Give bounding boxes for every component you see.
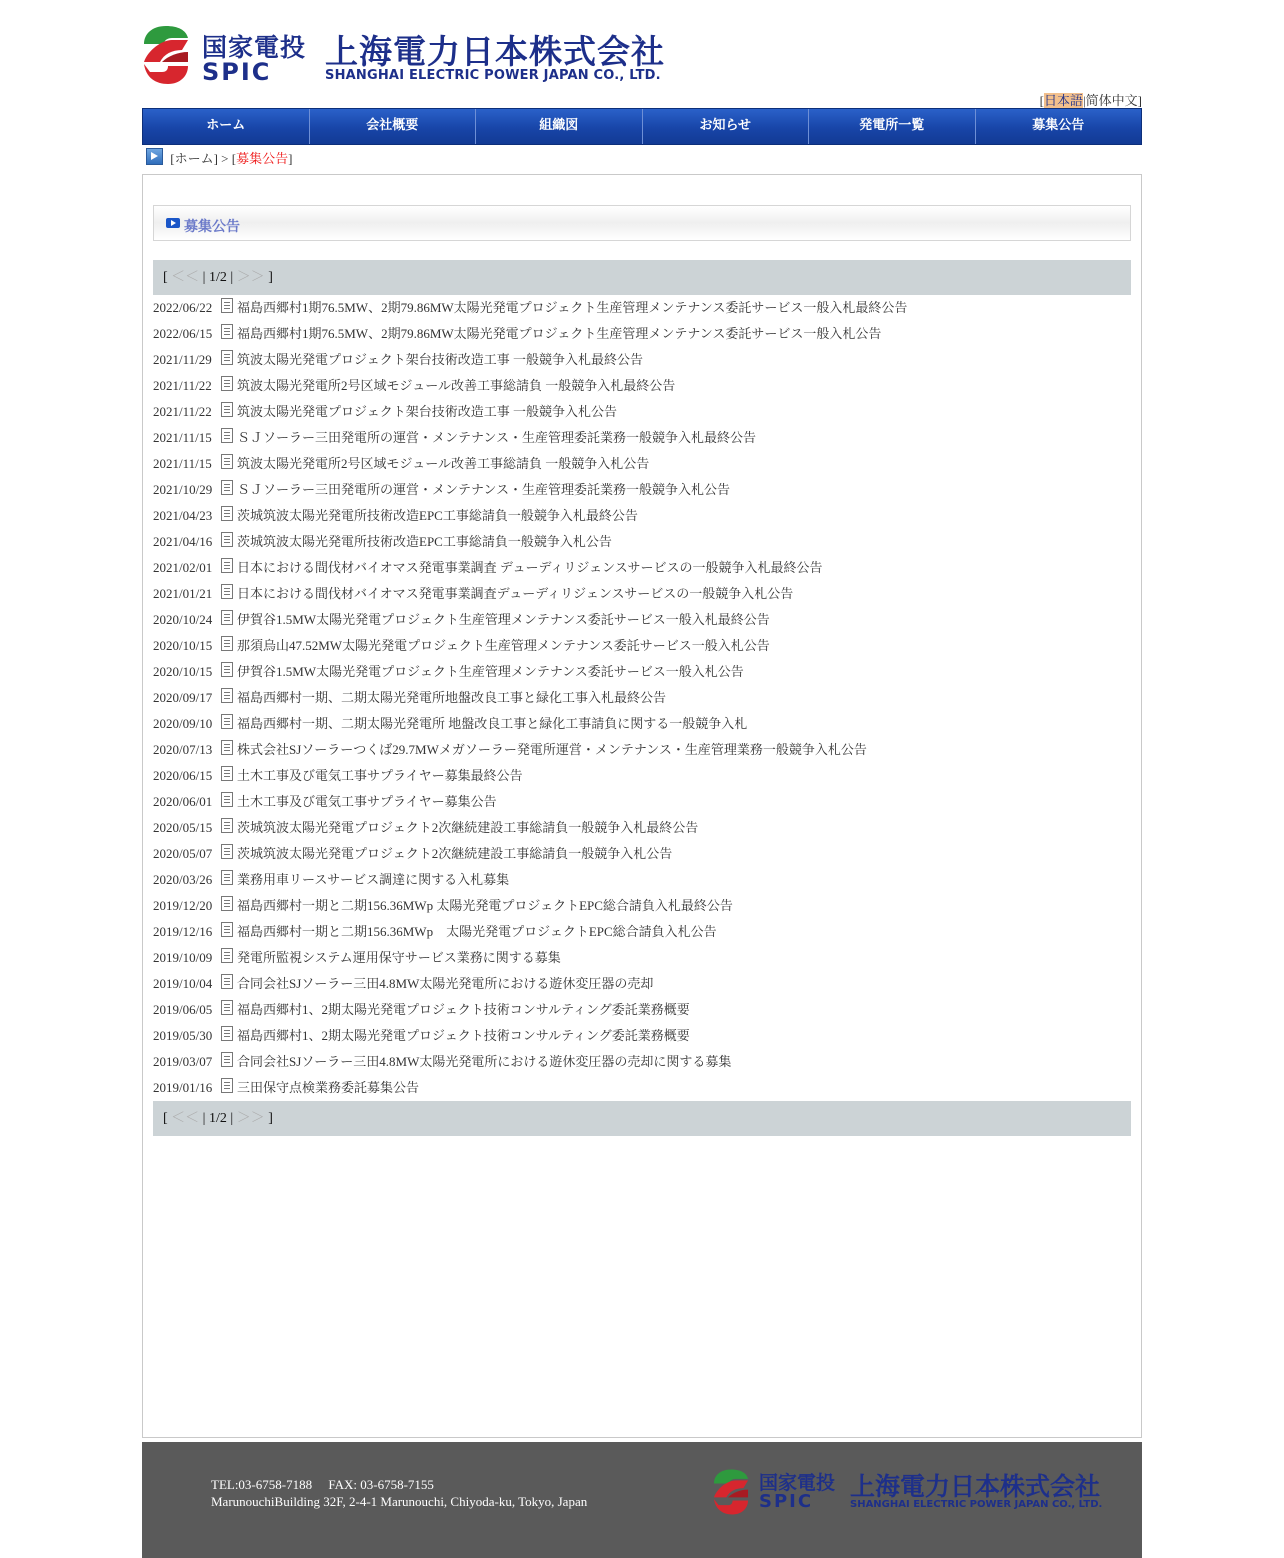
list-item xyxy=(153,451,1131,477)
breadcrumb-bracket-open: [ xyxy=(231,151,237,166)
item-title-link[interactable]: 福島西郷村1期76.5MW、2期79.86MW太陽光発電プロジェクト生産管理メンテナンス委託サービス一般入札公告 xyxy=(237,326,882,341)
item-title-link[interactable]: 福島西郷村一期、二期太陽光発電所地盤改良工事と緑化工事入札最終公告 xyxy=(237,690,667,705)
list-item xyxy=(153,893,1131,919)
footer xyxy=(142,1442,1142,1558)
item-date: 2019/03/07 xyxy=(153,1054,213,1069)
footer-logo xyxy=(712,1466,1114,1516)
pager-page: 1/2 xyxy=(208,270,227,285)
list-item xyxy=(153,919,1131,945)
document-icon xyxy=(221,532,233,547)
item-date: 2021/11/29 xyxy=(153,352,212,367)
footer-phone-fax: TEL:03-6758-7188 FAX: 03-6758-7155 xyxy=(211,1477,434,1492)
document-icon xyxy=(221,688,233,703)
breadcrumb-separator: > xyxy=(217,151,232,166)
arrow-right-icon xyxy=(146,148,163,165)
item-title-link[interactable]: 福島西郷村1、2期太陽光発電プロジェクト技術コンサルティング委託業務概要 xyxy=(237,1002,690,1017)
lang-chinese-link[interactable]: 简体中文 xyxy=(1085,93,1138,108)
item-title-link[interactable]: 筑波太陽光発電所2号区域モジュール改善工事総請負 一般競争入札公告 xyxy=(237,456,650,471)
item-date: 2019/12/16 xyxy=(153,924,213,939)
section-header xyxy=(153,205,1131,241)
list-item xyxy=(153,711,1131,737)
list-item xyxy=(153,581,1131,607)
document-icon xyxy=(221,922,233,937)
item-date: 2019/12/20 xyxy=(153,898,213,913)
pager-separator: | xyxy=(226,270,237,285)
document-icon xyxy=(221,1000,233,1015)
logo-company-jp: 上海電力日本株式会社 xyxy=(325,32,665,71)
list-item xyxy=(153,737,1131,763)
item-title-link[interactable]: 茨城筑波太陽光発電所技術改造EPC工事総請負一般競争入札公告 xyxy=(237,534,612,549)
document-icon xyxy=(221,480,233,495)
item-title-link[interactable]: 株式会社SJソーラーつくば29.7MWメガソーラー発電所運営・メンテナンス・生産管理業務一般競争入札公告 xyxy=(237,742,867,757)
item-title-link[interactable]: 伊賀谷1.5MW太陽光発電プロジェクト生産管理メンテナンス委託サービス一般入札公告 xyxy=(237,664,744,679)
pager-next[interactable]: ＞＞ xyxy=(236,1111,265,1126)
document-icon xyxy=(221,428,233,443)
item-title-link[interactable]: 業務用車リースサービス調達に関する入札募集 xyxy=(237,872,510,887)
list-item xyxy=(153,529,1131,555)
item-date: 2022/06/22 xyxy=(153,300,213,315)
pager-prev[interactable]: ＜＜ xyxy=(171,1111,200,1126)
document-icon xyxy=(221,324,233,339)
logo-group-en: SPIC xyxy=(202,58,272,86)
item-date: 2019/10/04 xyxy=(153,976,213,991)
item-title-link[interactable]: 筑波太陽光発電プロジェクト架台技術改造工事 一般競争入札公告 xyxy=(237,404,617,419)
item-title-link[interactable]: 合同会社SJソーラー三田4.8MW太陽光発電所における遊休変圧器の売却 xyxy=(237,976,654,991)
lang-bracket-open: [ xyxy=(1039,93,1045,108)
document-icon xyxy=(221,870,233,885)
document-icon xyxy=(221,740,233,755)
company-logo[interactable] xyxy=(142,22,678,90)
item-title-link[interactable]: 合同会社SJソーラー三田4.8MW太陽光発電所における遊休変圧器の売却に関する募集 xyxy=(237,1054,732,1069)
item-date: 2020/10/15 xyxy=(153,638,213,653)
document-icon xyxy=(221,454,233,469)
pager-page: 1/2 xyxy=(208,1111,227,1126)
nav-item-power-plants[interactable]: 発電所一覧 xyxy=(809,109,976,144)
pager-bracket-open: [ xyxy=(163,270,172,285)
spic-logo-mark-icon xyxy=(712,1468,750,1516)
document-icon xyxy=(221,506,233,521)
header xyxy=(142,0,1142,108)
item-title-link[interactable]: 那須烏山47.52MW太陽光発電プロジェクト生産管理メンテナンス委託サービス一般入札公告 xyxy=(237,638,770,653)
document-icon xyxy=(221,1052,233,1067)
list-item xyxy=(153,295,1131,321)
item-date: 2020/03/26 xyxy=(153,872,213,887)
item-title-link[interactable]: 日本における間伐材バイオマス発電事業調査デューディリジェンスサービスの一般競争入札公告 xyxy=(237,586,794,601)
spic-logo-mark-icon xyxy=(142,24,190,86)
item-title-link[interactable]: 土木工事及び電気工事サプライヤー募集最終公告 xyxy=(237,768,523,783)
item-date: 2021/04/16 xyxy=(153,534,213,549)
document-icon xyxy=(221,558,233,573)
pager-top xyxy=(153,260,1131,295)
document-icon xyxy=(221,636,233,651)
item-date: 2021/02/01 xyxy=(153,560,213,575)
item-date: 2020/05/07 xyxy=(153,846,213,861)
list-item xyxy=(153,607,1131,633)
item-title-link[interactable]: 福島西郷村一期と二期156.36MWp 太陽光発電プロジェクトEPC総合請負入札公告 xyxy=(237,924,717,939)
document-icon xyxy=(221,1078,233,1093)
footer-logo-company-en: SHANGHAI ELECTRIC POWER JAPAN CO., LTD. xyxy=(850,1499,1103,1510)
document-icon xyxy=(221,662,233,677)
nav-item-organization[interactable]: 組織図 xyxy=(476,109,643,144)
item-date: 2020/05/15 xyxy=(153,820,213,835)
document-icon xyxy=(221,584,233,599)
item-date: 2021/11/15 xyxy=(153,456,212,471)
pager-prev[interactable]: ＜＜ xyxy=(171,270,200,285)
list-item xyxy=(153,425,1131,451)
document-icon xyxy=(221,844,233,859)
content-box xyxy=(142,174,1142,1438)
list-item xyxy=(153,997,1131,1023)
list-item xyxy=(153,841,1131,867)
list-item xyxy=(153,347,1131,373)
pager-bracket-open: [ xyxy=(163,1111,172,1126)
breadcrumb-bracket-close: ] xyxy=(288,151,293,166)
item-title-link[interactable]: 伊賀谷1.5MW太陽光発電プロジェクト生産管理メンテナンス委託サービス一般入札最終公告 xyxy=(237,612,770,627)
pager-bracket-close: ] xyxy=(264,270,273,285)
list-item xyxy=(153,659,1131,685)
breadcrumb xyxy=(146,148,292,166)
pager-separator: | xyxy=(199,270,209,285)
item-title-link[interactable]: 茨城筑波太陽光発電プロジェクト2次継続建設工事総請負一般競争入札公告 xyxy=(237,846,673,861)
list-item xyxy=(153,945,1131,971)
document-icon xyxy=(221,714,233,729)
document-icon xyxy=(221,818,233,833)
item-title-link[interactable]: ＳＪソーラー三田発電所の運営・メンテナンス・生産管理委託業務一般競争入札最終公告 xyxy=(237,430,756,445)
item-title-link[interactable]: 福島西郷村1、2期太陽光発電プロジェクト技術コンサルティング委託業務概要 xyxy=(237,1028,690,1043)
list-item xyxy=(153,477,1131,503)
document-icon xyxy=(221,298,233,313)
list-item xyxy=(153,971,1131,997)
list-item xyxy=(153,685,1131,711)
pager-next[interactable]: ＞＞ xyxy=(236,270,265,285)
document-icon xyxy=(221,792,233,807)
item-date: 2020/06/01 xyxy=(153,794,213,809)
document-icon xyxy=(221,610,233,625)
item-date: 2020/10/24 xyxy=(153,612,213,627)
list-item xyxy=(153,555,1131,581)
item-date: 2021/11/22 xyxy=(153,404,212,419)
document-icon xyxy=(221,1026,233,1041)
nav-item-news[interactable]: お知らせ xyxy=(643,109,810,144)
nav-item-home[interactable]: ホーム xyxy=(143,109,310,144)
breadcrumb-current-link[interactable]: 募集公告 xyxy=(236,151,289,166)
item-title-link[interactable]: 筑波太陽光発電所2号区域モジュール改善工事総請負 一般競争入札最終公告 xyxy=(237,378,676,393)
item-date: 2021/11/22 xyxy=(153,378,212,393)
document-icon xyxy=(221,896,233,911)
item-date: 2021/11/15 xyxy=(153,430,212,445)
item-title-link[interactable]: 筑波太陽光発電プロジェクト架台技術改造工事 一般競争入札最終公告 xyxy=(237,352,643,367)
footer-logo-group-cn: 国家電投 xyxy=(759,1472,836,1494)
footer-logo-company-jp: 上海電力日本株式会社 xyxy=(850,1472,1101,1501)
footer-logo-group-en: SPIC xyxy=(759,1491,814,1512)
item-title-link[interactable]: ＳＪソーラー三田発電所の運営・メンテナンス・生産管理委託業務一般競争入札公告 xyxy=(237,482,730,497)
pager-bracket-close: ] xyxy=(264,1111,273,1126)
nav-item-company[interactable]: 会社概要 xyxy=(310,109,477,144)
pager-bottom xyxy=(153,1101,1131,1136)
lang-bracket-close: ] xyxy=(1137,93,1142,108)
page xyxy=(142,0,1142,1512)
item-date: 2019/06/05 xyxy=(153,1002,213,1017)
item-title-link[interactable]: 茨城筑波太陽光発電所技術改造EPC工事総請負一般競争入札最終公告 xyxy=(237,508,638,523)
document-icon xyxy=(221,766,233,781)
list-item xyxy=(153,867,1131,893)
pager-separator: | xyxy=(226,1111,237,1126)
main-nav xyxy=(142,108,1142,145)
item-date: 2019/01/16 xyxy=(153,1080,213,1095)
footer-contact xyxy=(211,1476,587,1510)
document-icon xyxy=(221,948,233,963)
lang-japanese-link[interactable]: 日本語 xyxy=(1044,93,1084,108)
logo-group-cn: 国家電投 xyxy=(202,33,307,62)
list-item xyxy=(153,321,1131,347)
item-title-link[interactable]: 福島西郷村一期、二期太陽光発電所 地盤改良工事と緑化工事請負に関する一般競争入札 xyxy=(237,716,748,731)
document-icon xyxy=(221,350,233,365)
item-date: 2020/06/15 xyxy=(153,768,213,783)
item-title-link[interactable]: 土木工事及び電気工事サプライヤー募集公告 xyxy=(237,794,497,809)
list-item xyxy=(153,503,1131,529)
lang-separator: | xyxy=(1083,93,1086,108)
item-title-link[interactable]: 茨城筑波太陽光発電プロジェクト2次継続建設工事総請負一般競争入札最終公告 xyxy=(237,820,699,835)
item-title-link[interactable]: 三田保守点検業務委託募集公告 xyxy=(237,1080,420,1095)
item-title-link[interactable]: 福島西郷村一期と二期156.36MWp 太陽光発電プロジェクトEPC総合請負入札最終公告 xyxy=(237,898,733,913)
item-title-link[interactable]: 福島西郷村1期76.5MW、2期79.86MW太陽光発電プロジェクト生産管理メンテナンス委託サービス一般入札最終公告 xyxy=(237,300,908,315)
document-icon xyxy=(221,402,233,417)
item-date: 2020/10/15 xyxy=(153,664,213,679)
item-title-link[interactable]: 発電所監視システム運用保守サービス業務に関する募集 xyxy=(237,950,561,965)
language-switcher xyxy=(1040,90,1142,109)
item-title-link[interactable]: 日本における間伐材バイオマス発電事業調査 デューディリジェンスサービスの一般競争入札最終公告 xyxy=(237,560,823,575)
item-date: 2021/01/21 xyxy=(153,586,213,601)
item-date: 2020/09/10 xyxy=(153,716,213,731)
play-icon xyxy=(166,218,180,228)
item-date: 2020/07/13 xyxy=(153,742,213,757)
logo-company-en: SHANGHAI ELECTRIC POWER JAPAN CO., LTD. xyxy=(325,68,661,83)
nav-item-recruitment[interactable]: 募集公告 xyxy=(1032,118,1085,133)
list-item xyxy=(153,1049,1131,1075)
item-date: 2022/06/15 xyxy=(153,326,213,341)
list-item xyxy=(153,633,1131,659)
list-item xyxy=(153,763,1131,789)
list-item xyxy=(153,399,1131,425)
footer-address: MarunouchiBuilding 32F, 2-4-1 Marunouchi, Chiyoda-ku, Tokyo, Japan xyxy=(211,1494,588,1509)
list-item xyxy=(153,1075,1131,1101)
item-date: 2021/10/29 xyxy=(153,482,213,497)
breadcrumb-home-link[interactable]: [ホーム] xyxy=(170,151,218,166)
pager-separator: | xyxy=(199,1111,209,1126)
announcement-list xyxy=(153,295,1131,1101)
list-item xyxy=(153,1023,1131,1049)
item-date: 2021/04/23 xyxy=(153,508,213,523)
item-date: 2019/10/09 xyxy=(153,950,213,965)
item-date: 2019/05/30 xyxy=(153,1028,213,1043)
list-item xyxy=(153,373,1131,399)
item-date: 2020/09/17 xyxy=(153,690,213,705)
document-icon xyxy=(221,376,233,391)
document-icon xyxy=(221,974,233,989)
list-item xyxy=(153,789,1131,815)
section-title: 募集公告 xyxy=(184,220,240,235)
list-item xyxy=(153,815,1131,841)
